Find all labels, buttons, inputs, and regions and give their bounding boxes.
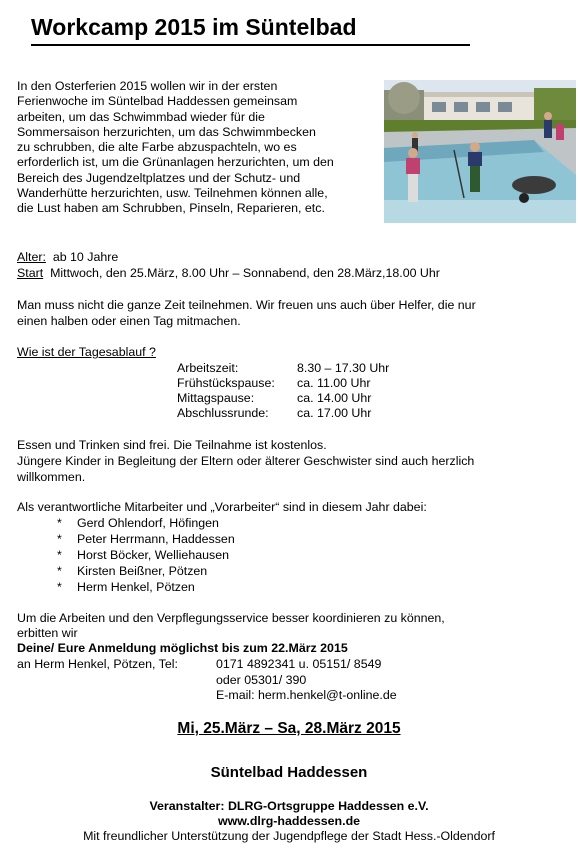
pool-cleaning-photo bbox=[384, 80, 576, 223]
age-row bbox=[17, 250, 118, 265]
registration-line: erbitten wir bbox=[17, 626, 78, 640]
schedule-value: ca. 11.00 Uhr bbox=[297, 376, 371, 390]
registration-line: Um die Arbeiten und den Verpflegungsservice besser koordinieren zu können, bbox=[17, 611, 445, 625]
partial-line: Man muss nicht die ganze Zeit teilnehmen. Wir freuen uns auch über Helfer, die nur bbox=[17, 298, 476, 312]
schedule-label: Mittagspause: bbox=[177, 391, 255, 405]
intro-line: arbeiten, um das Schwimmbad wieder für die bbox=[17, 109, 265, 124]
intro-line: Ferienwoche im Süntelbad Haddessen gemeinsam bbox=[17, 94, 298, 109]
staff-intro: Als verantwortliche Mitarbeiter und „Vorarbeiter“ sind in diesem Jahr dabei: bbox=[17, 500, 427, 514]
intro-line: In den Osterferien 2015 wollen wir in der ersten bbox=[17, 79, 278, 93]
staff-name: Herm Henkel, Pötzen bbox=[77, 580, 195, 594]
bullet-marker: * bbox=[57, 532, 62, 546]
support-note: Mit freundlicher Unterstützung der Jugendpflege der Stadt Hess.-Oldendorf bbox=[83, 829, 495, 843]
schedule-label: Arbeitszeit: bbox=[177, 361, 239, 375]
schedule-heading: Wie ist der Tagesablauf ? bbox=[17, 345, 156, 359]
contact-email: E-mail: herm.henkel@t-online.de bbox=[216, 688, 397, 702]
intro-line: Bereich des Jugendzeltplatzes und der Schutz- und bbox=[17, 170, 301, 185]
event-location: Süntelbad Haddessen bbox=[210, 764, 368, 781]
staff-name: Kirsten Beißner, Pötzen bbox=[77, 564, 208, 578]
intro-line: die Lust haben am Schrubben, Pinseln, Reparieren, etc. bbox=[17, 201, 325, 216]
staff-name: Horst Böcker, Welliehausen bbox=[77, 548, 229, 562]
intro-line: Sommersaison herzurichten, um das Schwimmbecken bbox=[17, 124, 316, 139]
start-value: Mittwoch, den 25.März, 8.00 Uhr – Sonnabend, den 28.März,18.00 Uhr bbox=[50, 266, 440, 280]
age-value: ab 10 Jahre bbox=[52, 250, 119, 264]
schedule-label: Abschlussrunde: bbox=[177, 406, 269, 420]
intro-line: erforderlich ist, um die Grünanlagen herzurichten, um den bbox=[17, 155, 334, 170]
intro-paragraph bbox=[17, 79, 368, 217]
registration-deadline: Deine/ Eure Anmeldung möglichst bis zum 22.März 2015 bbox=[17, 641, 348, 655]
bullet-marker: * bbox=[57, 580, 62, 594]
page-title: Workcamp 2015 im Süntelbad bbox=[31, 14, 357, 40]
food-line: Jüngere Kinder in Begleitung der Eltern oder älterer Geschwister sind auch herzlich bbox=[17, 454, 475, 468]
website: www.dlrg-haddessen.de bbox=[217, 814, 361, 828]
schedule-value: ca. 14.00 Uhr bbox=[297, 391, 372, 405]
contact-label: an Herm Henkel, Pötzen, Tel: bbox=[17, 657, 178, 671]
intro-line: Wanderhütte herzurichten, usw. Teilnehmen können alle, bbox=[17, 186, 328, 201]
food-line: willkommen. bbox=[17, 470, 86, 484]
staff-name: Peter Herrmann, Haddessen bbox=[77, 532, 235, 546]
intro-line: zu schrubben, die alte Farbe abzuspachteln, wo es bbox=[17, 140, 297, 155]
bullet-marker: * bbox=[57, 516, 62, 530]
organizer: Veranstalter: DLRG-Ortsgruppe Haddessen e.V. bbox=[149, 799, 429, 813]
contact-phone: 0171 4892341 u. 05151/ 8549 bbox=[216, 657, 382, 671]
schedule-value: 8.30 – 17.30 Uhr bbox=[297, 361, 390, 375]
contact-phone-alt: oder 05301/ 390 bbox=[216, 673, 307, 687]
title-underline bbox=[31, 44, 470, 46]
staff-name: Gerd Ohlendorf, Höfingen bbox=[77, 516, 219, 530]
food-line: Essen und Trinken sind frei. Die Teilnahme ist kostenlos. bbox=[17, 438, 327, 452]
partial-line: einen halben oder einen Tag mitmachen. bbox=[17, 314, 241, 328]
start-row bbox=[17, 266, 440, 281]
bullet-marker: * bbox=[57, 548, 62, 562]
bullet-marker: * bbox=[57, 564, 62, 578]
age-label: Alter: bbox=[17, 250, 46, 264]
schedule-label: Frühstückspause: bbox=[177, 376, 275, 390]
schedule-value: ca. 17.00 Uhr bbox=[297, 406, 372, 420]
start-label: Start bbox=[17, 266, 44, 280]
event-dates: Mi, 25.März – Sa, 28.März 2015 bbox=[177, 720, 401, 737]
